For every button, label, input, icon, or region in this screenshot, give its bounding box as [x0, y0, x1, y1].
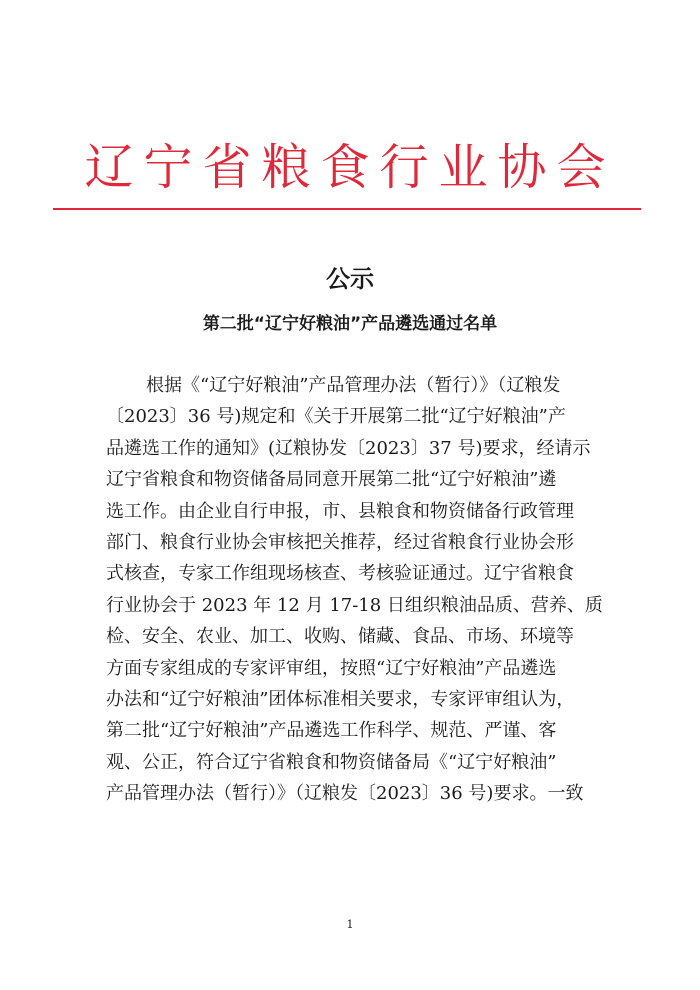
- body-line-14: 产品管理办法（暂行）》（辽粮发〔2023〕36 号)要求。一致: [106, 783, 584, 805]
- body-line-9: 检、安全、农业、加工、收购、储藏、食品、市场、环境等: [106, 626, 574, 648]
- body-line-12: 第二批“辽宁好粮油”产品遴选工作科学、规范、严谨、客: [106, 720, 557, 742]
- body-line-5: 选工作。由企业自行申报，市、县粮食和物资储备行政管理: [106, 500, 574, 522]
- notice-title: 公示: [326, 265, 374, 293]
- notice-subtitle: 第二批“辽宁好粮油”产品遴选通过名单: [202, 314, 498, 334]
- body-line-7: 式核查，专家工作组现场核查、考核验证通过。辽宁省粮食: [106, 563, 574, 585]
- body-line-10: 方面专家组成的专家评审组，按照“辽宁好粮油”产品遴选: [106, 657, 557, 679]
- body-line-6: 部门、粮食行业协会审核把关推荐，经过省粮食行业协会形: [106, 532, 574, 554]
- page-number: 1: [346, 918, 354, 931]
- body-line-11: 办法和“辽宁好粮油”团体标准相关要求，专家评审组认为，: [106, 689, 575, 711]
- body-line-2: 〔2023〕36 号)规定和《关于开展第二批“辽宁好粮油”产: [106, 406, 566, 428]
- body-line-8: 行业协会于 2023 年 12 月 17-18 日组织粮油品质、营养、质: [106, 594, 603, 616]
- letterhead-organization-name: 辽宁省粮食行业协会: [84, 139, 616, 196]
- body-line-13: 观、公正，符合辽宁省粮食和物资储备局《“辽宁好粮油”: [106, 751, 557, 773]
- notice-body: [106, 370, 606, 810]
- letterhead-red-rule: [53, 208, 641, 210]
- body-line-4: 辽宁省粮食和物资储备局同意开展第二批“辽宁好粮油”遴: [106, 469, 557, 491]
- body-line-3: 品遴选工作的通知》(辽粮协发〔2023〕37 号)要求，经请示: [106, 437, 591, 459]
- body-line-1: 根据《“辽宁好粮油”产品管理办法（暂行）》（辽粮发: [146, 375, 561, 396]
